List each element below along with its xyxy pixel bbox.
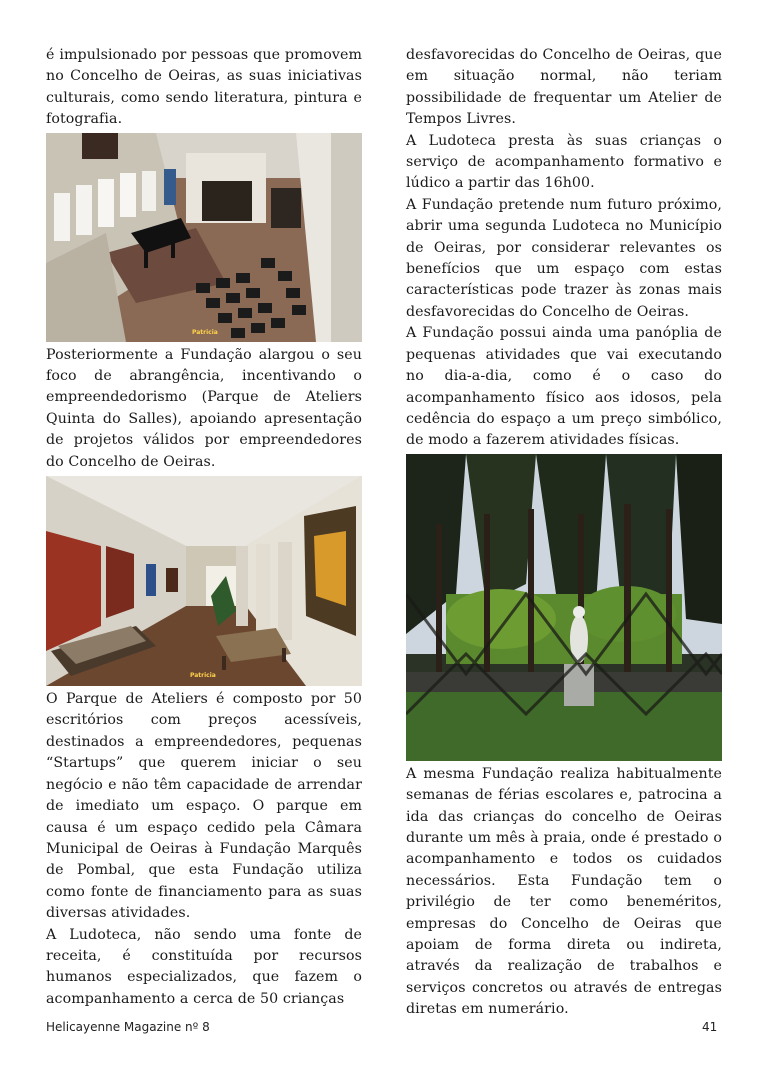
gallery-corridor-photo <box>46 476 362 686</box>
left-column <box>46 45 362 1010</box>
left-paragraph-4: A Ludoteca, não sendo uma fonte de receita, é constituída por recursos humanos especializados, que fazem o acompanhamento a cerca de 50 crianças <box>46 926 362 1007</box>
left-paragraph-2: Posteriormente a Fundação alargou o seu foco de abrangência, incentivando o empreendedorismo (Parque de Ateliers Quinta do Salles), apoiando apresentação de projetos válidos por empreendedores do Concelho de Oeiras. <box>46 346 362 470</box>
left-paragraph-3: O Parque de Ateliers é composto por 50 escritórios com preços acessíveis, destinados a empreendedores, pequenas “Startups” que querem iniciar o seu negócio e não têm capacidade de arrendar de imediato um espaço. O parque em causa é um espaço cedido pela Câmara Municipal de Oeiras à Fundação Marquês de Pombal, que esta Fundação utiliza como fonte de financiamento para as suas diversas atividades. <box>46 691 362 922</box>
hall-piano-image <box>46 133 362 342</box>
left-paragraph-1: é impulsionado por pessoas que promovem no Concelho de Oeiras, as suas iniciativas culturais, como sendo literatura, pintura e fotografia. <box>46 47 362 128</box>
garden-statue-photo <box>406 454 722 761</box>
magazine-footer: Helicayenne Magazine nº 8 <box>46 1020 210 1034</box>
right-paragraph-4: A Fundação possui ainda uma panóplia de pequenas atividades que vai executando no dia-a-dia, como é o caso do acompanhamento físico aos idosos, pela cedência do espaço a um preço simbólico, de modo a fazerem atividades físicas. <box>406 325 722 449</box>
garden-statue-image <box>406 454 722 761</box>
right-column <box>406 45 722 1021</box>
gallery-corridor-image <box>46 476 362 686</box>
right-paragraph-3: A Fundação pretende num futuro próximo, abrir uma segunda Ludoteca no Município de Oeiras, por considerar relevantes os benefícios que um espaço com estas características pode trazer às zonas mais desfavorecidas do Concelho de Oeiras. <box>406 196 722 320</box>
hall-piano-photo <box>46 133 362 342</box>
right-paragraph-5: A mesma Fundação realiza habitualmente semanas de férias escolares e, patrocina a ida das crianças do concelho de Oeiras durante um mês à praia, onde é prestado o acompanhamento e todos os cuidados necessários. Esta Fundação tem o privilégio de ter como beneméritos, empresas do Concelho de Oeiras que apoiam de forma direta ou indireta, através da realização de trabalhos e serviços concretos ou através de entregas diretas em numerário. <box>406 765 722 1018</box>
photo-watermark-2: Patricia <box>190 672 216 680</box>
right-paragraph-2: A Ludoteca presta às suas crianças o serviço de acompanhamento formativo e lúdico a partir das 16h00. <box>406 132 722 192</box>
page-number: 41 <box>702 1020 718 1034</box>
right-paragraph-1: desfavorecidas do Concelho de Oeiras, que em situação normal, não teriam possibilidade de frequentar um Atelier de Tempos Livres. <box>406 47 722 128</box>
photo-watermark: Patricia <box>192 328 218 336</box>
